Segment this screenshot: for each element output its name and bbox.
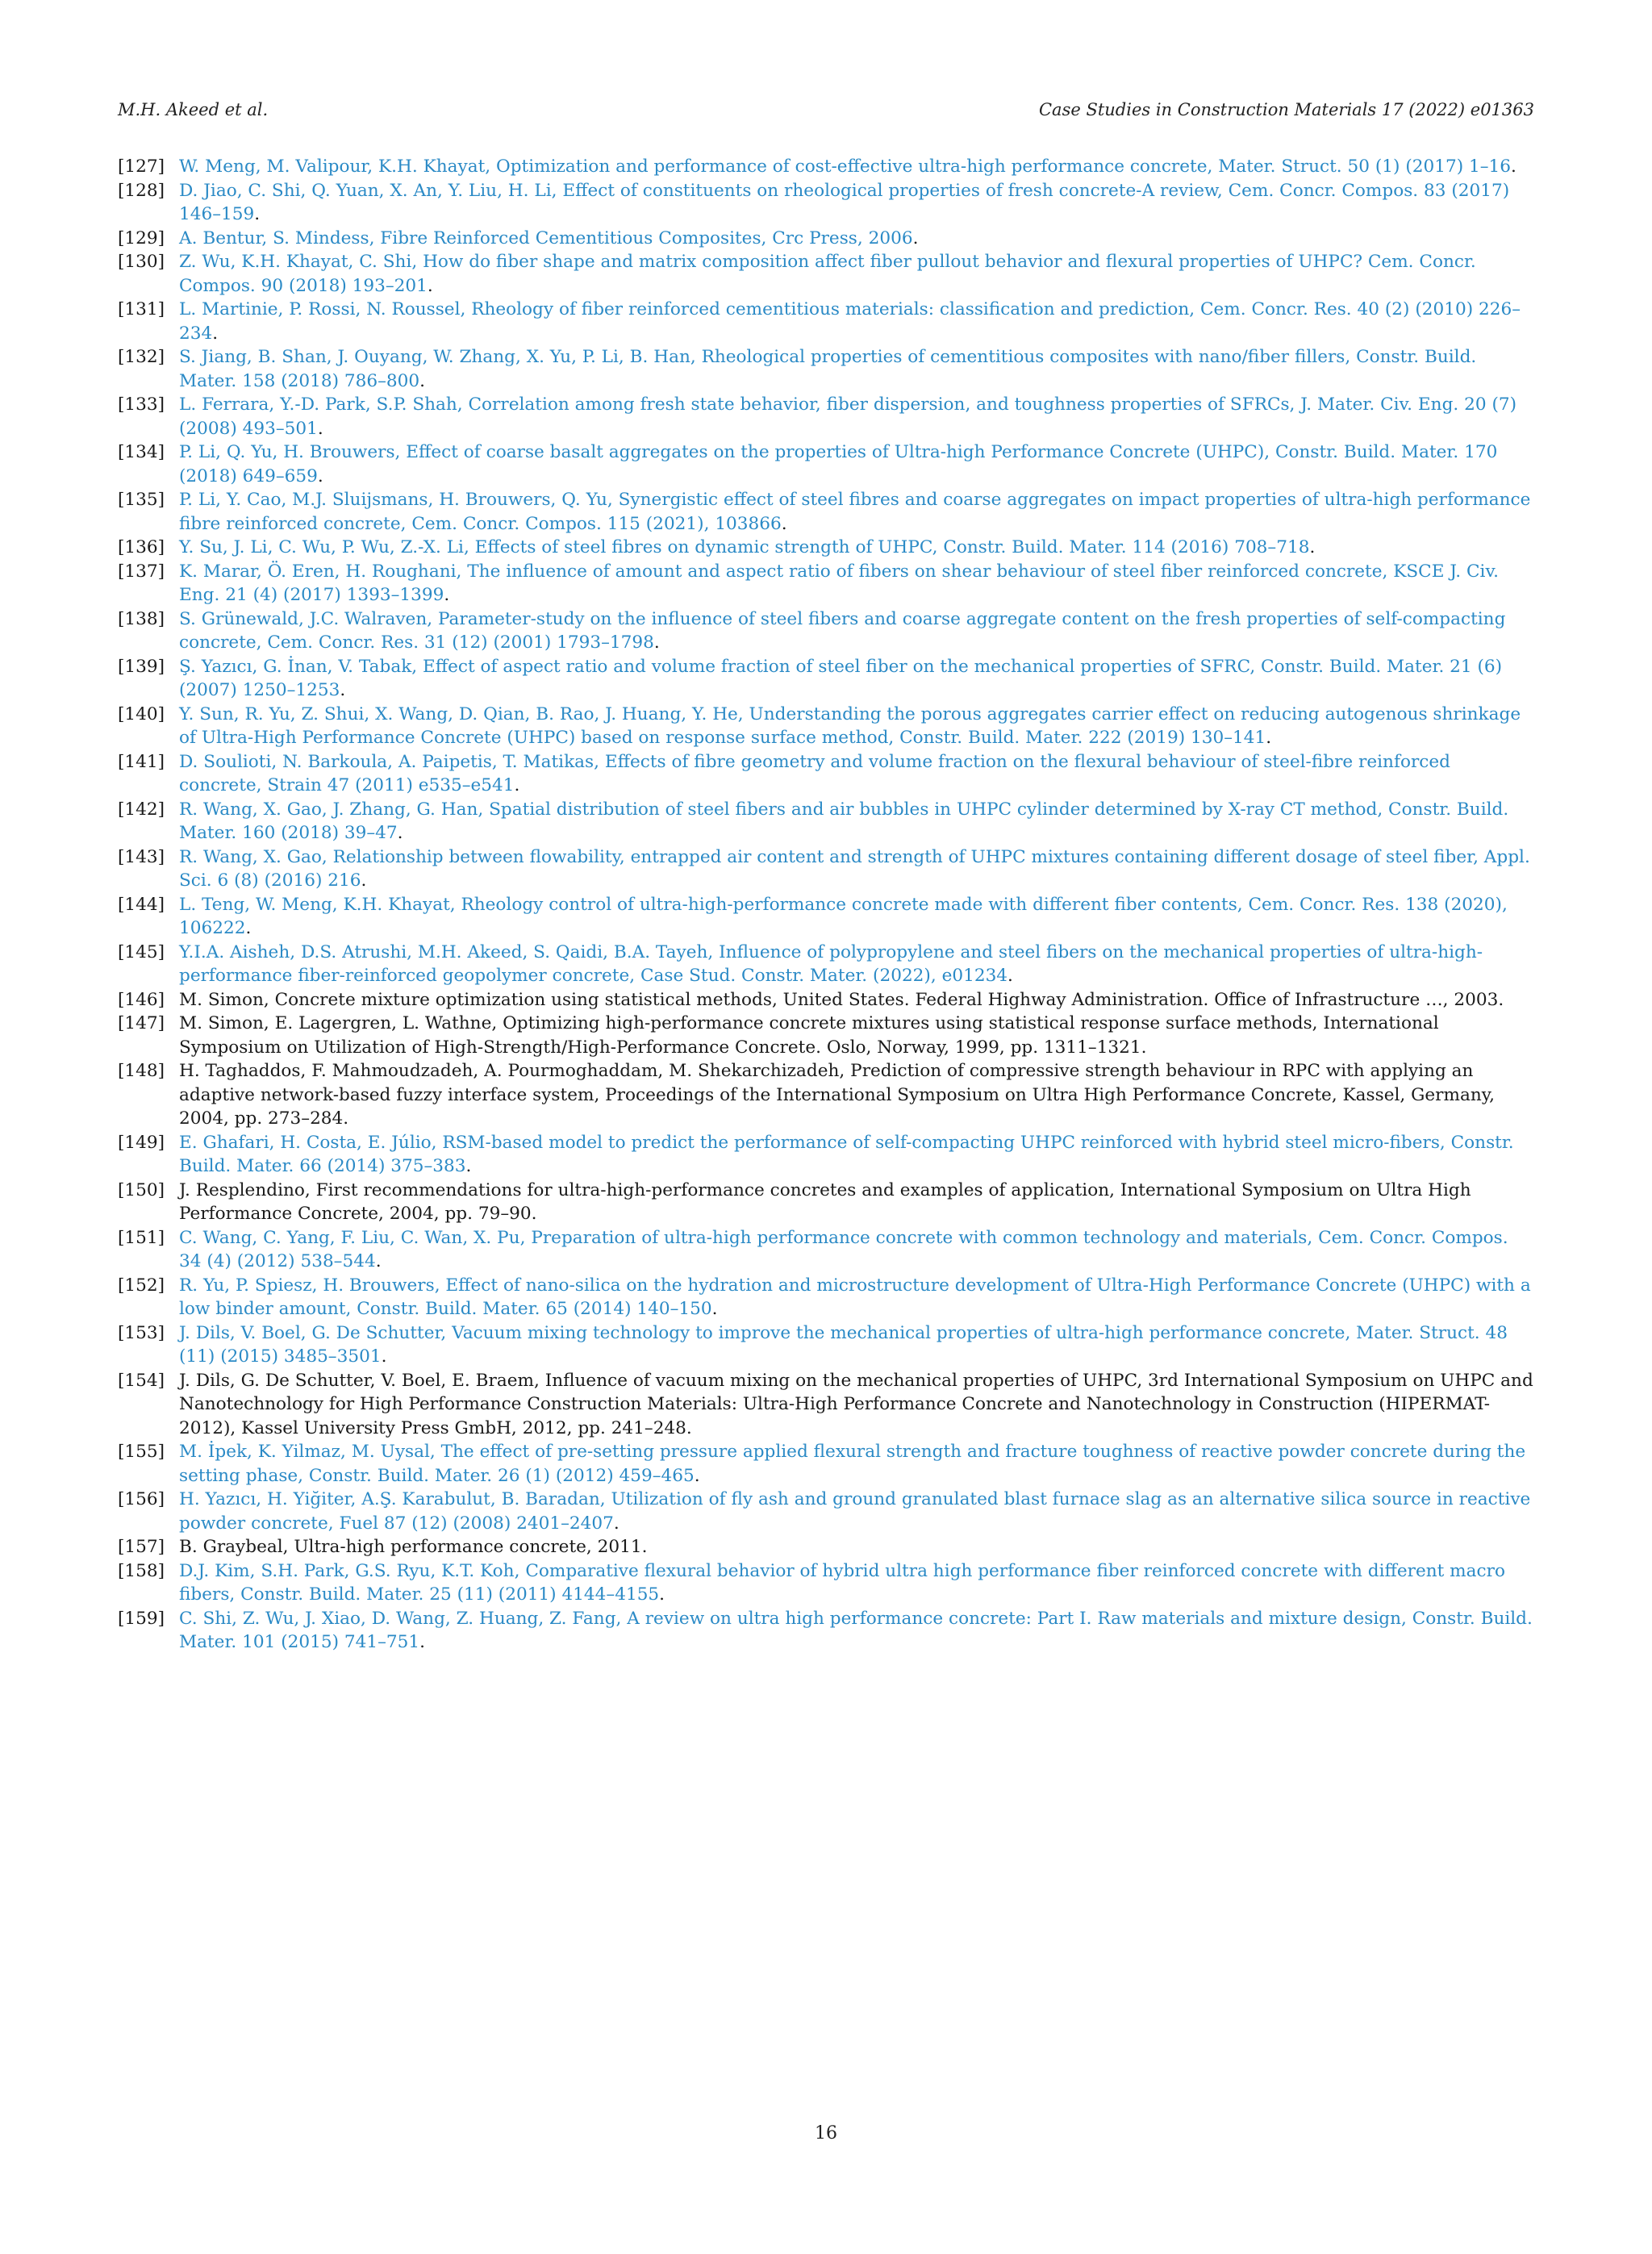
reference-item (118, 1607, 1534, 1655)
reference-item (118, 393, 1534, 440)
reference-period: . (531, 1204, 537, 1224)
reference-text: J. Resplendino, First recommendations for ultra-high-performance concretes and examples of application, International Symposium on Ultra High Performance Concrete, 2004, pp. 79–90 (179, 1179, 1471, 1224)
reference-link[interactable]: S. Grünewald, J.C. Walraven, Parameter-study on the influence of steel fibers and coarse aggregate content on the fresh properties of self-compacting concrete, Cem. Concr. Res. 31 (12) (2001) 1793–1798 (179, 608, 1506, 653)
reference-item (118, 1559, 1534, 1607)
reference-number: [140] (118, 703, 165, 724)
reference-period: . (1498, 989, 1504, 1010)
reference-link[interactable]: R. Wang, X. Gao, J. Zhang, G. Han, Spatial distribution of steel fibers and air bubbles in UHPC cylinder determined by X-ray CT method, Constr. Build. Mater. 160 (2018) 39–47 (179, 799, 1509, 843)
reference-period: . (427, 275, 433, 296)
reference-number: [149] (118, 1132, 165, 1153)
reference-period: . (444, 585, 450, 605)
reference-number: [130] (118, 252, 165, 272)
reference-item (118, 1059, 1534, 1131)
reference-number: [129] (118, 227, 165, 248)
reference-number: [131] (118, 299, 165, 319)
reference-item (118, 988, 1534, 1012)
header-authors: M.H. Akeed et al. (118, 100, 269, 119)
reference-number: [138] (118, 608, 165, 629)
reference-link[interactable]: P. Li, Y. Cao, M.J. Sluijsmans, H. Brouwers, Q. Yu, Synergistic effect of steel fibres and coarse aggregates on impact properties of ultra-high performance fibre reinforced concrete, Cem. Concr. Compos. 115 (2021), 103866 (179, 490, 1531, 534)
reference-item (118, 1440, 1534, 1488)
reference-period: . (1007, 966, 1013, 986)
reference-period: . (361, 870, 367, 891)
reference-item (118, 607, 1534, 655)
reference-period: . (465, 1156, 472, 1176)
reference-number: [154] (118, 1370, 165, 1391)
reference-number: [157] (118, 1537, 165, 1557)
reference-number: [155] (118, 1442, 165, 1462)
reference-number: [142] (118, 799, 165, 820)
page-number: 16 (815, 2123, 837, 2143)
reference-link[interactable]: K. Marar, Ö. Eren, H. Roughani, The influence of amount and aspect ratio of fibers on shear behaviour of steel fiber reinforced concrete, KSCE J. Civ. Eng. 21 (4) (2017) 1393–1399 (179, 561, 1499, 605)
reference-number: [134] (118, 442, 165, 462)
reference-period: . (1141, 1037, 1147, 1058)
reference-item (118, 1179, 1534, 1226)
reference-number: [135] (118, 490, 165, 510)
reference-item (118, 1488, 1534, 1535)
reference-link[interactable]: L. Ferrara, Y.-D. Park, S.P. Shah, Correlation among fresh state behavior, fiber dispersion, and toughness properties of SFRCs, J. Mater. Civ. Eng. 20 (7) (2008) 493–501 (179, 394, 1517, 439)
reference-link[interactable]: H. Yazıcı, H. Yiğiter, A.Ş. Karabulut, B. Baradan, Utilization of fly ash and ground granulated blast furnace slag as an alternative silica source in reactive powder concrete, Fuel 87 (12) (2008) 2401–2407 (179, 1489, 1531, 1534)
reference-link[interactable]: Y. Sun, R. Yu, Z. Shui, X. Wang, D. Qian, B. Rao, J. Huang, Y. He, Understanding the porous aggregates carrier effect on reducing autogenous shrinkage of Ultra-High Performance Concrete (UHPC) based on response surface method, Constr. Build. Mater. 222 (2019) 130–141 (179, 703, 1521, 748)
reference-number: [132] (118, 347, 165, 367)
reference-number: [158] (118, 1560, 165, 1581)
reference-link[interactable]: L. Martinie, P. Rossi, N. Roussel, Rheology of fiber reinforced cementitious materials: classification and prediction, Cem. Concr. Res. 40 (2) (2010) 226–234 (179, 299, 1521, 344)
reference-item (118, 345, 1534, 393)
reference-number: [148] (118, 1061, 165, 1081)
reference-item (118, 227, 1534, 251)
reference-link[interactable]: Y. Su, J. Li, C. Wu, P. Wu, Z.-X. Li, Effects of steel fibres on dynamic strength of UHPC, Constr. Build. Mater. 114 (2016) 708–718 (179, 537, 1310, 557)
reference-item (118, 298, 1534, 345)
reference-item (118, 440, 1534, 488)
reference-period: . (514, 775, 520, 795)
reference-period: . (419, 370, 425, 391)
reference-item (118, 845, 1534, 893)
reference-text: J. Dils, G. De Schutter, V. Boel, E. Braem, Influence of vacuum mixing on the mechanical properties of UHPC, 3rd International Symposium on UHPC and Nanotechnology for High Performance Construction Materials: Ultra-High Performance Concrete and Nanotechnology in Construction (HIPERMAT-2012), Kassel University Press GmbH, 2012, pp. 241–248 (179, 1370, 1533, 1438)
reference-item (118, 1274, 1534, 1321)
reference-text: H. Taghaddos, F. Mahmoudzadeh, A. Pourmoghaddam, M. Shekarchizadeh, Prediction of compressive strength behaviour in RPC with applying an adaptive network-based fuzzy interface system, Proceedings of the International Symposium on Ultra High Performance Concrete, Kassel, Germany, 2004, pp. 273–284 (179, 1061, 1495, 1129)
reference-item (118, 1369, 1534, 1441)
reference-item (118, 941, 1534, 988)
reference-link[interactable]: Ş. Yazıcı, G. İnan, V. Tabak, Effect of aspect ratio and volume fraction of steel fiber on the mechanical properties of SFRC, Constr. Build. Mater. 21 (6) (2007) 1250–1253 (179, 656, 1503, 700)
reference-period: . (375, 1251, 382, 1271)
reference-period: . (641, 1537, 648, 1557)
reference-period: . (419, 1632, 425, 1652)
reference-item (118, 488, 1534, 536)
reference-link[interactable]: R. Wang, X. Gao, Relationship between flowability, entrapped air content and strength of UHPC mixtures containing different dosage of steel fiber, Appl. Sci. 6 (8) (2016) 216 (179, 846, 1530, 891)
reference-period: . (343, 1108, 349, 1129)
reference-link[interactable]: Z. Wu, K.H. Khayat, C. Shi, How do fiber shape and matrix composition affect fiber pullout behavior and flexural properties of UHPC? Cem. Concr. Compos. 90 (2018) 193–201 (179, 252, 1476, 296)
reference-period: . (212, 323, 219, 344)
reference-number: [156] (118, 1489, 165, 1509)
reference-text: B. Graybeal, Ultra-high performance concrete, 2011 (179, 1537, 642, 1557)
reference-number: [141] (118, 751, 165, 772)
header-journal: Case Studies in Construction Materials 17 (2022) e01363 (1038, 100, 1534, 119)
reference-text: M. Simon, E. Lagergren, L. Wathne, Optimizing high-performance concrete mixtures using statistical response surface methods, International Symposium on Utilization of High-Strength/High-Performance Concrete. Oslo, Norway, 1999, pp. 1311–1321 (179, 1013, 1439, 1058)
reference-item (118, 750, 1534, 798)
reference-period: . (1309, 537, 1316, 557)
reference-link[interactable]: C. Wang, C. Yang, F. Liu, C. Wan, X. Pu, Preparation of ultra-high performance concrete with common technology and materials, Cem. Concr. Compos. 34 (4) (2012) 538–544 (179, 1227, 1508, 1271)
reference-text: M. Simon, Concrete mixture optimization using statistical methods, United States. Federal Highway Administration. Office of Infrastructure …, 2003 (179, 989, 1499, 1010)
reference-number: [136] (118, 537, 165, 557)
reference-period: . (613, 1513, 620, 1534)
reference-period: . (245, 918, 252, 938)
reference-link[interactable]: R. Yu, P. Spiesz, H. Brouwers, Effect of nano-silica on the hydration and microstructure development of Ultra-High Performance Concrete (UHPC) with a low binder amount, Constr. Build. Mater. 65 (2014) 140–150 (179, 1275, 1531, 1319)
reference-link[interactable]: Y.I.A. Aisheh, D.S. Atrushi, M.H. Akeed, S. Qaidi, B.A. Tayeh, Influence of polypropylene and steel fibers on the mechanical properties of ultra-high-performance fiber-reinforced geopolymer concrete, Case Stud. Constr. Mater. (2022), e01234 (179, 941, 1483, 986)
running-header (118, 100, 1534, 127)
reference-item (118, 1321, 1534, 1369)
reference-number: [133] (118, 394, 165, 415)
reference-item (118, 179, 1534, 227)
reference-item (118, 655, 1534, 703)
reference-period: . (381, 1346, 387, 1367)
reference-link[interactable]: M. İpek, K. Yilmaz, M. Uysal, The effect of pre-setting pressure applied flexural strength and fracture toughness of reactive powder concrete during the setting phase, Constr. Build. Mater. 26 (1) (2012) 459–465 (179, 1442, 1526, 1486)
reference-link[interactable]: L. Teng, W. Meng, K.H. Khayat, Rheology control of ultra-high-performance concrete made with different fiber contents, Cem. Concr. Res. 138 (2020), 106222 (179, 894, 1508, 938)
reference-period: . (694, 1465, 700, 1486)
reference-item (118, 1131, 1534, 1179)
reference-number: [150] (118, 1179, 165, 1200)
reference-link[interactable]: D. Jiao, C. Shi, Q. Yuan, X. An, Y. Liu, H. Li, Effect of constituents on rheological properties of fresh concrete-A review, Cem. Concr. Compos. 83 (2017) 146–159 (179, 180, 1510, 224)
reference-link[interactable]: J. Dils, V. Boel, G. De Schutter, Vacuum mixing technology to improve the mechanical properties of ultra-high performance concrete, Mater. Struct. 48 (11) (2015) 3485–3501 (179, 1322, 1508, 1367)
reference-link[interactable]: E. Ghafari, H. Costa, E. Júlio, RSM-based model to predict the performance of self-compacting UHPC reinforced with hybrid steel micro-fibers, Constr. Build. Mater. 66 (2014) 375–383 (179, 1132, 1514, 1176)
reference-period: . (317, 418, 323, 439)
reference-item (118, 798, 1534, 845)
reference-period: . (781, 513, 787, 534)
reference-period: . (1266, 728, 1272, 748)
reference-number: [147] (118, 1013, 165, 1033)
reference-period: . (317, 465, 323, 486)
reference-item (118, 560, 1534, 607)
reference-number: [151] (118, 1227, 165, 1248)
reference-period: . (1511, 157, 1516, 177)
reference-number: [159] (118, 1608, 165, 1629)
reference-link[interactable]: C. Shi, Z. Wu, J. Xiao, D. Wang, Z. Huang, Z. Fang, A review on ultra high performance concrete: Part I. Raw materials and mixture design, Constr. Build. Mater. 101 (2015) 741–751 (179, 1608, 1533, 1652)
reference-item (118, 1012, 1534, 1059)
reference-period: . (340, 680, 346, 700)
reference-period: . (254, 204, 261, 224)
reference-item (118, 1535, 1534, 1559)
reference-period: . (653, 632, 660, 653)
reference-list (118, 155, 1534, 1655)
reference-item (118, 250, 1534, 298)
reference-period: . (397, 823, 403, 843)
reference-link[interactable]: W. Meng, M. Valipour, K.H. Khayat, Optimization and performance of cost-effective ultra-high performance concrete, Mater. Struct. 50 (1) (2017) 1–16 (179, 157, 1512, 177)
reference-link[interactable]: D. Soulioti, N. Barkoula, A. Paipetis, T. Matikas, Effects of fibre geometry and volume fraction on the flexural behaviour of steel-fibre reinforced concrete, Strain 47 (2011) e535–e541 (179, 751, 1450, 795)
reference-link[interactable]: A. Bentur, S. Mindess, Fibre Reinforced Cementitious Composites, Crc Press, 2006 (179, 227, 913, 248)
reference-number: [152] (118, 1275, 165, 1296)
reference-link[interactable]: S. Jiang, B. Shan, J. Ouyang, W. Zhang, X. Yu, P. Li, B. Han, Rheological properties of cementitious composites with nano/fiber fillers, Constr. Build. Mater. 158 (2018) 786–800 (179, 347, 1477, 391)
reference-number: [146] (118, 989, 165, 1010)
reference-item (118, 893, 1534, 941)
reference-number: [137] (118, 561, 165, 582)
reference-period: . (711, 1299, 718, 1319)
reference-item (118, 703, 1534, 750)
reference-number: [139] (118, 656, 165, 677)
reference-period: . (659, 1584, 665, 1605)
reference-number: [143] (118, 846, 165, 867)
reference-period: . (912, 227, 919, 248)
reference-number: [127] (118, 157, 165, 177)
reference-item (118, 155, 1534, 179)
reference-period: . (686, 1417, 692, 1438)
reference-link[interactable]: D.J. Kim, S.H. Park, G.S. Ryu, K.T. Koh, Comparative flexural behavior of hybrid ultra high performance fiber reinforced concrete with different macro fibers, Constr. Build. Mater. 25 (11) (2011) 4144–4155 (179, 1560, 1505, 1605)
reference-item (118, 536, 1534, 560)
reference-number: [144] (118, 894, 165, 915)
reference-item (118, 1226, 1534, 1274)
reference-number: [128] (118, 180, 165, 201)
reference-number: [145] (118, 941, 165, 962)
reference-number: [153] (118, 1322, 165, 1343)
reference-link[interactable]: P. Li, Q. Yu, H. Brouwers, Effect of coarse basalt aggregates on the properties of Ultra-high Performance Concrete (UHPC), Constr. Build. Mater. 170 (2018) 649–659 (179, 442, 1498, 486)
